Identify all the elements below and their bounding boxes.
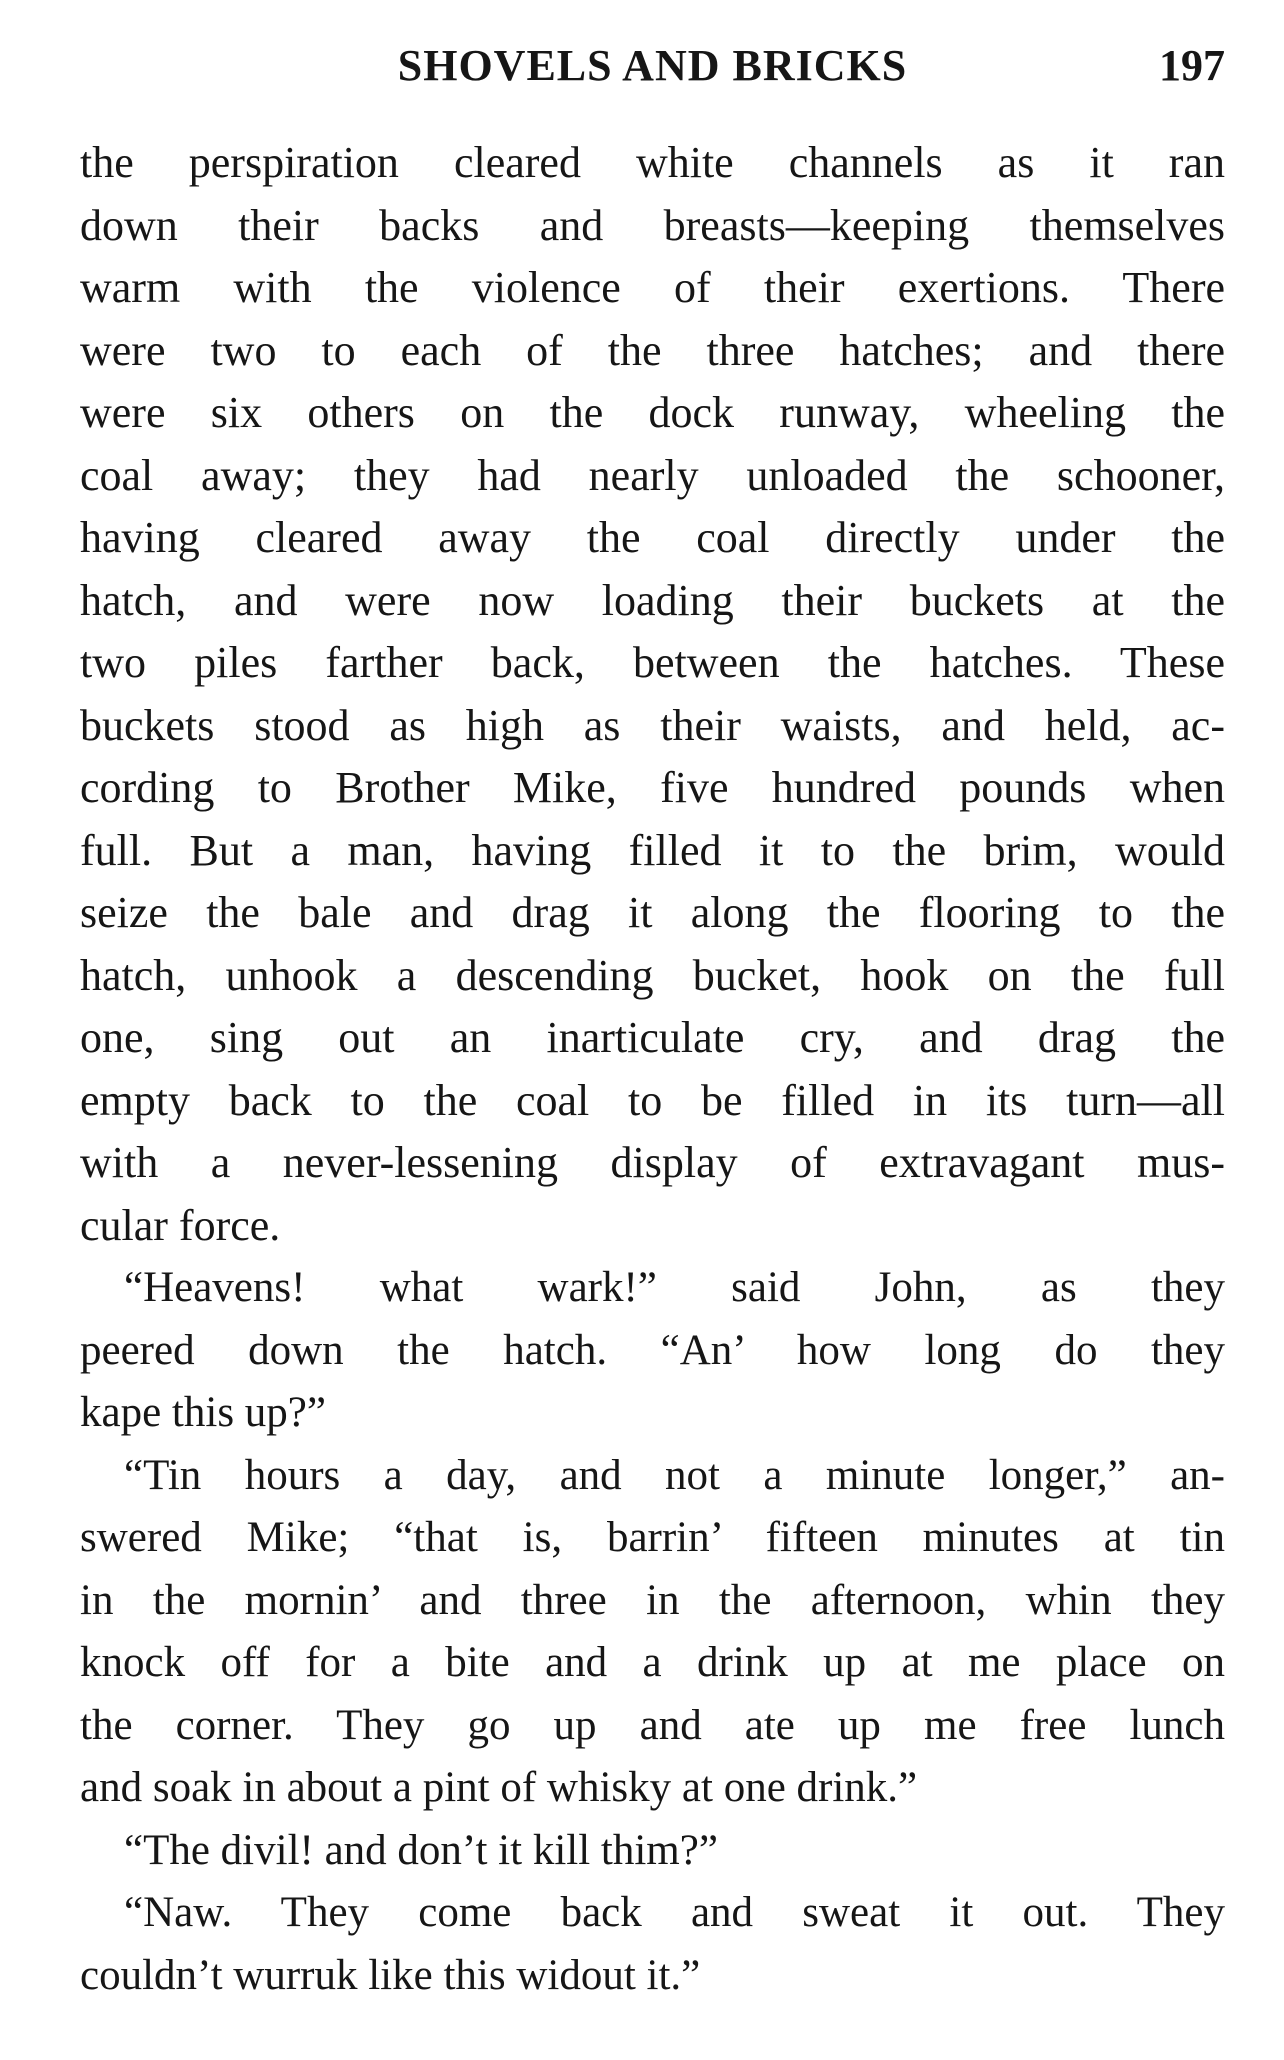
paragraph-john-question [80, 1257, 1225, 1445]
text-line: down their backs and breasts—keeping themselves [80, 200, 1225, 250]
text-line: with a never-lessening display of extravagant mus- [80, 1138, 1225, 1187]
text-line: hatch, and were now loading their buckets at the [80, 575, 1225, 625]
body-text [80, 132, 1225, 2007]
paragraph-mike-answer [80, 1445, 1225, 1820]
text-line: kape this up?” [80, 1389, 326, 1436]
text-line: knock off for a bite and a drink up at me place on [80, 1639, 1225, 1686]
text-line: peered down the hatch. “An’ how long do they [80, 1326, 1225, 1374]
paragraph-john-divil [80, 1820, 1225, 1883]
running-header [80, 36, 1225, 96]
text-line: “Naw. They come back and sweat it out. They [124, 1889, 1225, 1936]
text-line: cular force. [80, 1200, 281, 1250]
text-line: hatch, unhook a descending bucket, hook on the full [80, 950, 1225, 1000]
text-line: two piles farther back, between the hatches. These [80, 638, 1225, 687]
paragraph-coal-heavers [80, 132, 1225, 1257]
text-line: in the mornin’ and three in the afternoon, whin they [80, 1576, 1225, 1624]
page-number: 197 [1159, 41, 1225, 90]
text-line: and soak in about a pint of whisky at one drink.” [80, 1764, 918, 1811]
text-line: the perspiration cleared white channels as it ran [80, 138, 1225, 187]
paragraph-mike-naw [80, 1882, 1225, 2007]
text-line: coal away; they had nearly unloaded the schooner, [80, 450, 1225, 500]
text-line: empty back to the coal to be filled in its turn—all [80, 1075, 1225, 1125]
text-line: swered Mike; “that is, barrin’ fifteen minutes at tin [80, 1514, 1225, 1561]
running-title: SHOVELS AND BRICKS [397, 41, 908, 90]
text-line: full. But a man, having filled it to the brim, would [80, 825, 1225, 875]
text-line: having cleared away the coal directly under the [80, 513, 1225, 562]
text-line: “Tin hours a day, and not a minute longer,” an- [124, 1451, 1225, 1499]
text-line: were six others on the dock runway, wheeling the [80, 388, 1225, 437]
text-line: couldn’t wurruk like this widout it.” [80, 1951, 701, 1999]
text-line: the corner. They go up and ate up me free lunch [80, 1701, 1225, 1749]
text-line: seize the bale and drag it along the flooring to the [80, 888, 1225, 937]
text-line: “The divil! and don’t it kill thim?” [124, 1826, 718, 1874]
text-line: warm with the violence of their exertions. There [80, 263, 1225, 312]
text-line: were two to each of the three hatches; and there [80, 325, 1225, 375]
text-line: “Heavens! what wark!” said John, as they [124, 1264, 1225, 1311]
text-line: buckets stood as high as their waists, and held, ac- [80, 700, 1225, 750]
text-line: one, sing out an inarticulate cry, and drag the [80, 1013, 1225, 1062]
text-line: cording to Brother Mike, five hundred pounds when [80, 763, 1225, 812]
